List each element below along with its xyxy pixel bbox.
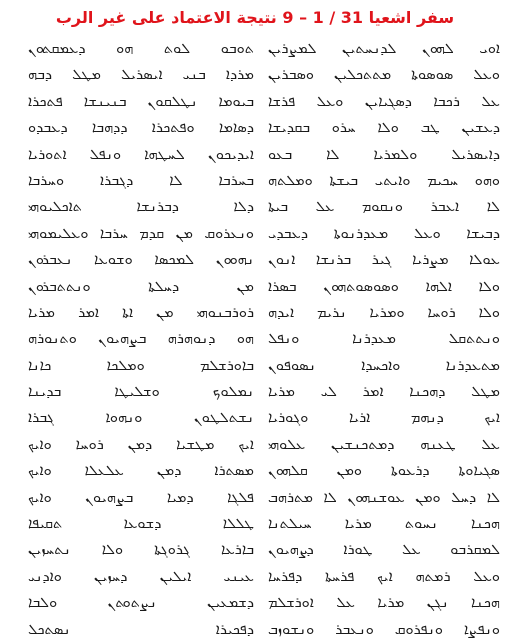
text-line: ܐܝܕܝܟܘܢ ܠܚܛܗܐ ܘܢܦܠ ܐܬܘܪܝܐ bbox=[28, 146, 254, 163]
text-line: ܢܡܠܘܟ ܘܫܠܝܛܐ ܒܕܝܢܐ bbox=[28, 384, 254, 401]
text-line: ܢܗܘܘܢ ܠܡܟܣܐ ܘܫܘܥܐ ܢܥܒܪܘܢ bbox=[28, 252, 254, 269]
text-line: ܡܬܥܕܪܢܐ ܘܐܟܚܕܐ ܢܣܘܦܘܢ bbox=[268, 357, 500, 374]
text-line: ܘܢܦܨܐ ܘܢܦܪܘܩ ܘܢܥܒܪ ܘܢܫܘܙܒ bbox=[268, 621, 500, 638]
text-line: ܡܣܬܪܐ ܕܡܢ ܥܠܥܠܐ ܘܐܝܟ bbox=[28, 463, 254, 480]
text-line: ܒܝܘܡܐ ܢܛܠܩܘܢ ܒܢܝܢܫܐ ܦܬܟܪܐ bbox=[28, 93, 254, 110]
text-line: ܕܥܫܝܢ ܛܒ ܘܠܐ ܚܪܘ ܒܩܕܝܫܐ bbox=[268, 120, 500, 137]
text-line: ܘܢܥܪܘܩ ܡܢ ܩܕܡ ܚܪܒܐ ܘܥܠܝܡܘܗܝ bbox=[28, 225, 254, 242]
text-line: ܗܘ ܕܢܘܗܪܗ ܒܨܗܝܘܢ ܘܬܢܘܪܗ bbox=[28, 331, 254, 348]
text-line: ܕܫܡܥܝܢ ܢܨܬܘܬܢ ܘܠܒܐ bbox=[28, 595, 254, 612]
text-line: ܦܠܓܐ ܕܡܝܐ ܒܨܗܝܘܢ ܘܐܝܟ bbox=[28, 489, 254, 506]
text-line: ܘܢܬܬܩܠ ܡܥܕܪܢܐ ܘܢܦܠ bbox=[268, 331, 500, 348]
text-line: ܣܓܝܐܘܬܐ ܕܪܥܘܬܐ ܘܡܢ ܩܠܗܘܢ bbox=[268, 463, 500, 480]
text-line: ܕܠܐ ܕܒܪܢܫܐ ܬܐܟܠܝܘܗܝ bbox=[28, 199, 254, 216]
text-line: ܒܐܪܥܐ ܓܪܘܓܬܐ ܘܠܐ ܢܬܚܙܝܢ bbox=[28, 542, 254, 559]
text-line: ܥܠ ܛܥܢܗ ܕܡܬܟܢܫܝܢ ܥܠܘܗܝ bbox=[268, 436, 500, 453]
text-line: ܘܥܠ ܣܘܣܘܬܐ ܡܬܬܟܠܝܢ ܘܣܒܪܝܢ bbox=[268, 67, 500, 84]
text-line: ܠܐ ܐܥܒܪ ܘܢܩܘܡ ܥܠ ܒܝܬܐ bbox=[268, 199, 500, 216]
text-line: ܐܝܟ ܡܛܫܝܐ ܕܡܢ ܪܘܚܐ ܘܐܝܟ bbox=[28, 436, 254, 453]
text-line: ܠܡܩܪܒܘ ܥܠ ܛܘܪܐ ܕܨܗܝܘܢ bbox=[268, 542, 500, 559]
page-title: سفر اشعيا 31 / 1 – 9 نتيجة الاعتماد على غير الرب bbox=[55, 8, 455, 27]
text-line: ܕܒܝܫܐ ܘܥܠ ܡܥܕܪܢܘܬܐ ܕܥܒܕܝ bbox=[268, 225, 500, 242]
text-line: ܥܘܠܐ ܡܨܪܝܐ ܓܝܪ ܒܪܢܫܐ ܐܢܘܢ bbox=[268, 252, 500, 269]
text-line: ܡܛܠ ܕܗܟܢܐ ܐܡܪ ܠܝ ܡܪܝܐ bbox=[268, 384, 500, 401]
text-line: ܕܦܟܝܪܐ ܢܣܬܟܠ bbox=[28, 621, 254, 638]
text-column-left bbox=[28, 36, 254, 643]
text-column-right bbox=[268, 36, 500, 643]
text-line: ܘܠܐ ܐܠܗܐ ܘܣܘܣܘܬܗܘܢ ܒܣܪܐ bbox=[268, 278, 500, 295]
text-line: ܕܐܝܣܪܝܠ ܘܠܡܪܝܐ ܠܐ ܒܥܘ bbox=[268, 146, 500, 163]
text-line: ܗܟܢܐ ܢܓܢ ܡܪܝܐ ܥܠ ܐܘܪܫܠܡ bbox=[268, 595, 500, 612]
text-line: ܥܝܢܝ ܐܝܠܝܢ ܕܚܙܝܢ ܘܐܕܢܝ bbox=[28, 568, 254, 585]
text-line: ܕܣܐܡܐ ܘܦܬܟܪܐ ܕܕܗܒܐ ܕܥܒܕܘ bbox=[28, 120, 254, 137]
text-line: ܪܘܪܒܢܘܗܝ ܡܢ ܐܬܐ ܐܡܪ ܡܪܝܐ bbox=[28, 304, 254, 321]
text-line: ܡܢ ܕܚܠܬܐ ܘܢܬܬܒܪܘܢ bbox=[28, 278, 254, 295]
text-line: ܗܟܢܐ ܢܚܘܬ ܡܪܝܐ ܚܝܠܬܢܐ bbox=[268, 516, 500, 533]
text-line: ܒܚܪܒܐ ܠܐ ܕܓܒܪܐ ܘܚܪܒܐ bbox=[28, 172, 254, 189]
text-line: ܢܫܬܠܛܘܢ ܘܢܗܘܐ ܓܒܪܐ bbox=[28, 410, 254, 427]
text-line: ܥܠ ܪܟܒܐ ܕܣܓܝܐܝܢ ܘܥܠ ܦܪܫܐ bbox=[268, 93, 500, 110]
text-line: ܠܐ ܕܚܠ ܘܡܢ ܥܘܫܢܗܘܢ ܠܐ ܡܬܪܗܒ bbox=[268, 489, 500, 506]
text-line: ܘܗܘ ܚܟܝܡ ܘܐܝܬܝ ܒܝܫܬܐ ܘܡܠܬܗ bbox=[268, 172, 500, 189]
text-line: ܐܝܟ ܕܢܗܡ ܐܪܝܐ ܘܓܘܪܝܐ bbox=[268, 410, 500, 427]
text-line: ܐܘܝ ܠܗܘܢ ܠܕܢܚܬܝܢ ܠܡܨܪܝܢ bbox=[268, 41, 500, 57]
text-line: ܡܪܕܐ ܒܢܝ ܐܝܣܪܝܠ ܡܛܠ ܕܒܗ bbox=[28, 67, 254, 84]
text-line: ܒܐܘܪܫܠܡ ܘܡܠܟܐ ܟܐܢܐ bbox=[28, 357, 254, 374]
text-line: ܘܥܠ ܪܡܬܗ ܐܝܟ ܦܪܚܬܐ ܕܦܪܚܐ bbox=[268, 568, 500, 585]
text-line: ܬܘܒܘ ܠܘܬ ܗܘ ܕܥܡܩܬܘܢ bbox=[28, 41, 254, 57]
text-line: ܛܠܠܐ ܕܫܘܥܐ ܬܩܝܦܐ bbox=[28, 516, 254, 533]
text-line: ܘܠܐ ܪܘܚܐ ܘܡܪܝܐ ܢܪܝܡ ܐܝܕܗ bbox=[268, 304, 500, 321]
